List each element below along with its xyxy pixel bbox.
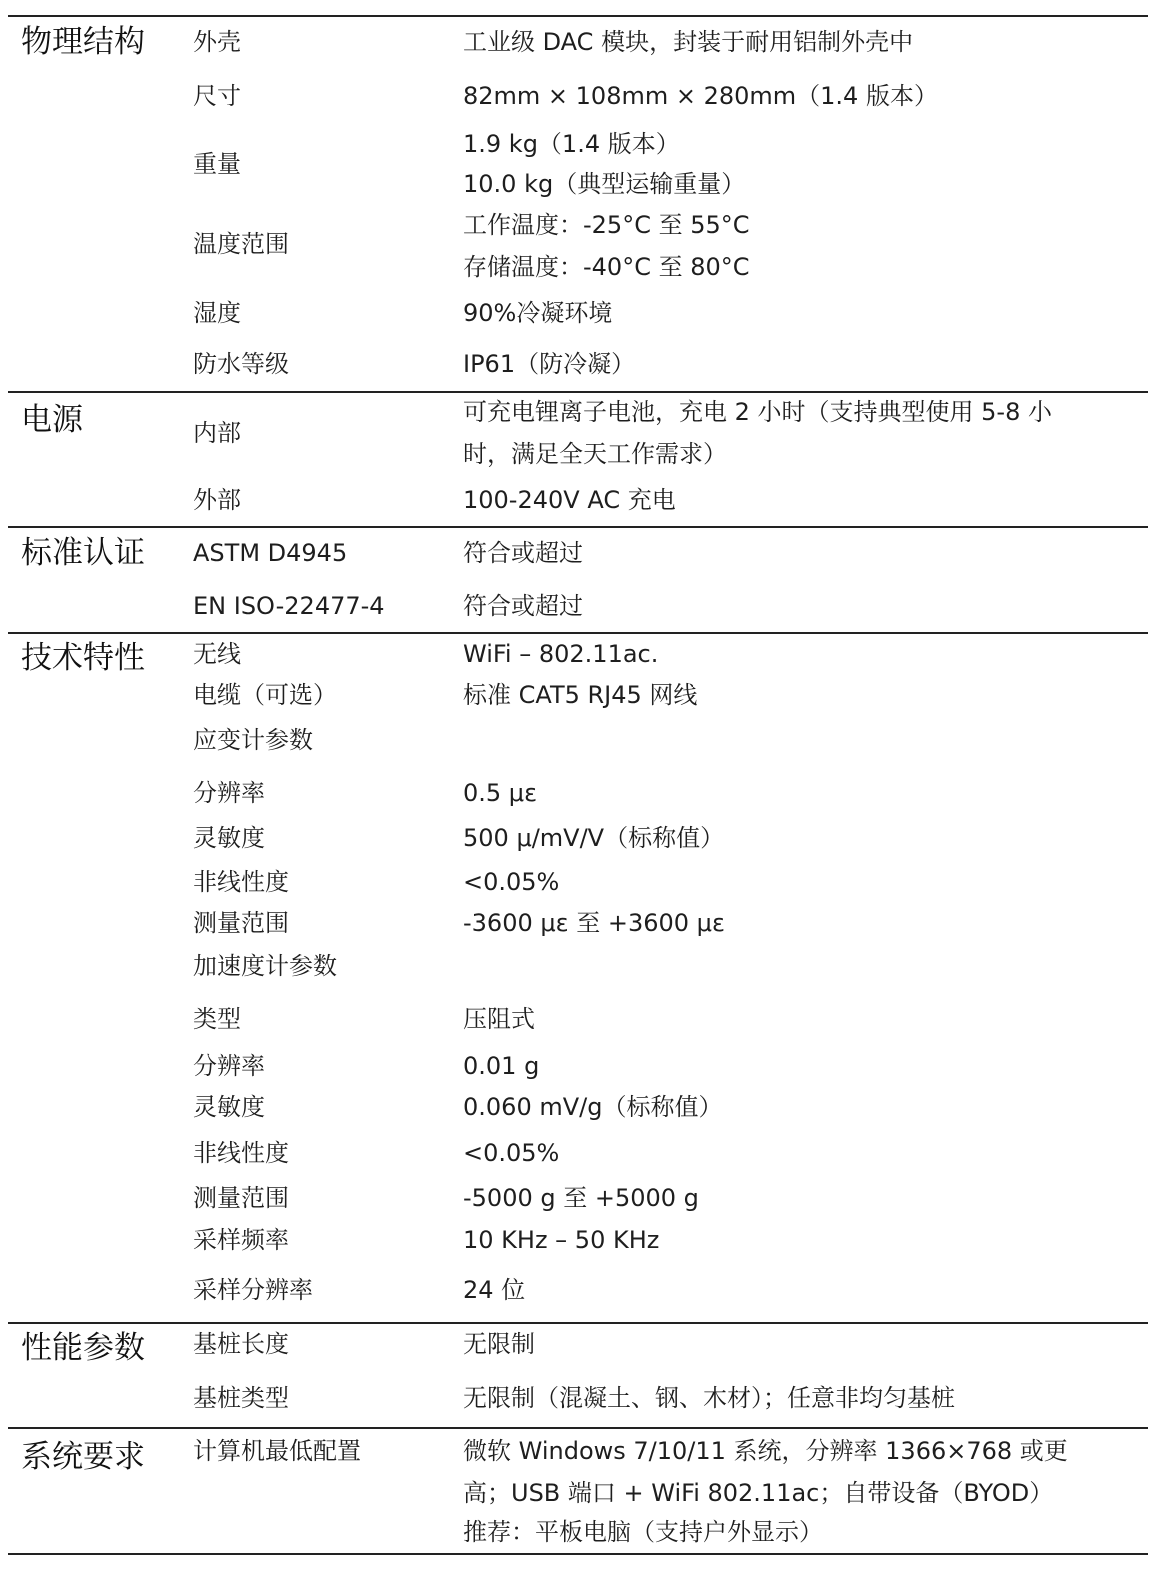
spec-value: 存储温度：-40°C 至 80°C [463, 253, 750, 281]
section-divider [8, 391, 1148, 393]
spec-label: 分辨率 [193, 779, 265, 807]
spec-label: 灵敏度 [193, 1093, 265, 1121]
spec-value: <0.05% [463, 1139, 560, 1167]
spec-label: 基桩类型 [193, 1384, 289, 1412]
spec-value: 0.5 με [463, 779, 538, 807]
spec-label: 测量范围 [193, 1184, 289, 1212]
spec-value: 推荐：平板电脑（支持户外显示） [463, 1518, 823, 1546]
spec-value: 500 μ/mV/V（标称值） [463, 824, 725, 852]
section-title: 电源 [21, 401, 83, 438]
spec-label: 尺寸 [193, 82, 241, 110]
spec-label: 内部 [193, 419, 241, 447]
spec-value: WiFi – 802.11ac. [463, 640, 659, 668]
spec-label: 灵敏度 [193, 824, 265, 852]
spec-label: 测量范围 [193, 909, 289, 937]
spec-label: 采样频率 [193, 1226, 289, 1254]
spec-label: 重量 [193, 150, 241, 178]
spec-value: 可充电锂离子电池，充电 2 小时（支持典型使用 5-8 小 [463, 398, 1052, 426]
spec-value: 24 位 [463, 1276, 526, 1304]
spec-value: -3600 με 至 +3600 με [463, 909, 725, 937]
spec-label: EN ISO-22477-4 [193, 592, 385, 620]
spec-value: 10 KHz – 50 KHz [463, 1226, 660, 1254]
spec-value: 82mm × 108mm × 280mm（1.4 版本） [463, 82, 938, 110]
spec-label: 湿度 [193, 299, 241, 327]
spec-value: 时，满足全天工作需求） [463, 440, 727, 468]
spec-label: 防水等级 [193, 350, 289, 378]
spec-value: <0.05% [463, 868, 560, 896]
spec-label: 加速度计参数 [193, 952, 337, 980]
spec-value: IP61（防冷凝） [463, 350, 636, 378]
spec-label: 非线性度 [193, 868, 289, 896]
spec-label: 非线性度 [193, 1139, 289, 1167]
spec-value: 标准 CAT5 RJ45 网线 [463, 681, 698, 709]
spec-value: 1.9 kg（1.4 版本） [463, 130, 680, 158]
spec-label: 采样分辨率 [193, 1276, 313, 1304]
spec-value: 微软 Windows 7/10/11 系统，分辨率 1366×768 或更 [463, 1437, 1068, 1465]
section-title: 物理结构 [21, 23, 145, 60]
spec-label: 基桩长度 [193, 1330, 289, 1358]
spec-value: 压阻式 [463, 1005, 535, 1033]
spec-label: 分辨率 [193, 1052, 265, 1080]
spec-value: 0.060 mV/g（标称值） [463, 1093, 723, 1121]
spec-label: 外部 [193, 486, 241, 514]
spec-value: 90%冷凝环境 [463, 299, 613, 327]
spec-label: 电缆（可选） [193, 681, 337, 709]
section-title: 性能参数 [21, 1329, 145, 1366]
spec-value: 无限制（混凝土、钢、木材）；任意非均匀基桩 [463, 1384, 955, 1412]
section-divider [8, 632, 1148, 634]
spec-label: 温度范围 [193, 230, 289, 258]
section-divider [8, 1427, 1148, 1429]
section-divider [8, 1553, 1148, 1555]
spec-value: 符合或超过 [463, 539, 583, 567]
section-divider [8, 15, 1148, 17]
spec-value: 符合或超过 [463, 592, 583, 620]
spec-value: 无限制 [463, 1330, 535, 1358]
spec-label: 类型 [193, 1005, 241, 1033]
section-divider [8, 1322, 1148, 1324]
spec-value: -5000 g 至 +5000 g [463, 1184, 699, 1212]
spec-label: 外壳 [193, 28, 241, 56]
spec-value: 10.0 kg（典型运输重量） [463, 170, 746, 198]
section-title: 系统要求 [21, 1438, 145, 1475]
spec-value: 100-240V AC 充电 [463, 486, 676, 514]
spec-value: 0.01 g [463, 1052, 540, 1080]
spec-label: ASTM D4945 [193, 539, 348, 567]
spec-value: 工作温度：-25°C 至 55°C [463, 211, 750, 239]
section-title: 标准认证 [21, 534, 145, 571]
spec-label: 无线 [193, 640, 241, 668]
section-divider [8, 526, 1148, 528]
spec-value: 工业级 DAC 模块，封装于耐用铝制外壳中 [463, 28, 914, 56]
section-title: 技术特性 [21, 639, 145, 676]
spec-value: 高；USB 端口 + WiFi 802.11ac；自带设备（BYOD） [463, 1479, 1054, 1507]
spec-label: 计算机最低配置 [193, 1437, 361, 1465]
spec-label: 应变计参数 [193, 726, 313, 754]
